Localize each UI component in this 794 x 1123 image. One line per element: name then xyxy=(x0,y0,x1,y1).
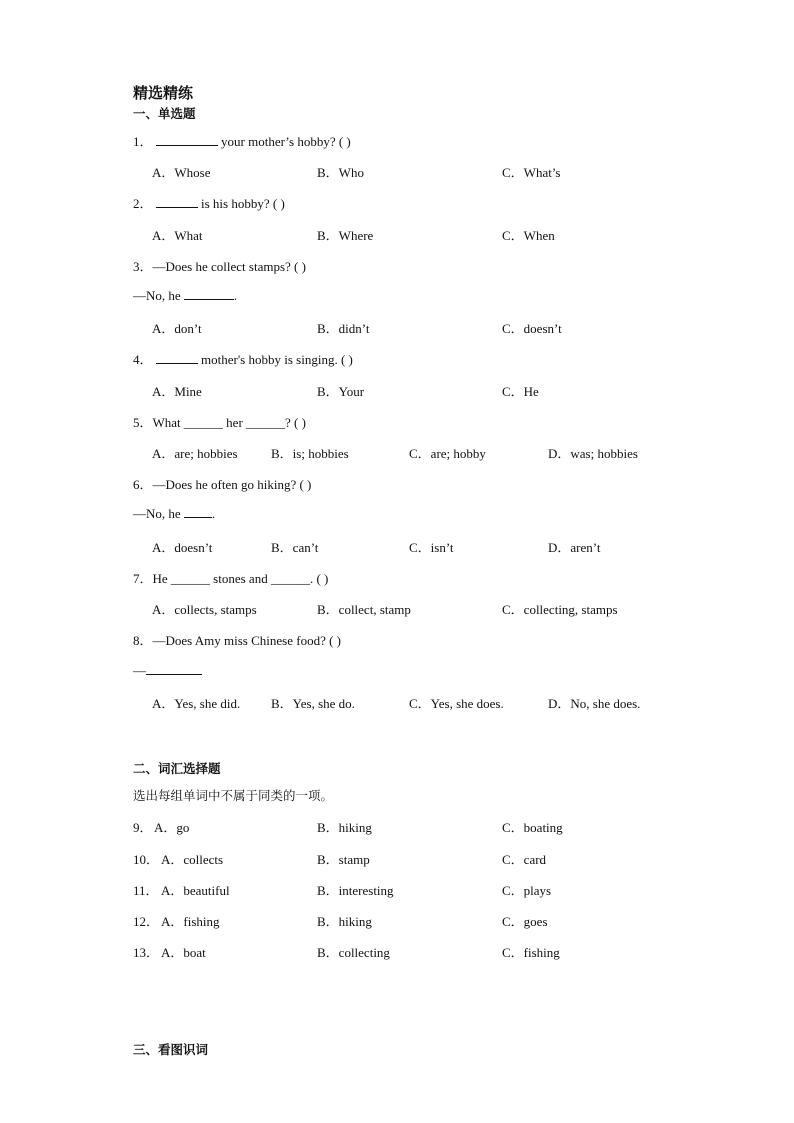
question-number: 3． xyxy=(133,259,153,274)
vocab-question-10 xyxy=(133,849,159,868)
option-c[interactable]: C．plays xyxy=(502,883,552,898)
option-c[interactable]: C．fishing xyxy=(502,945,560,960)
option-b[interactable]: B．Your xyxy=(317,384,365,399)
option-b[interactable]: B．hiking xyxy=(317,820,372,835)
section-instruction: 选出每组单词中不属于同类的一项。 xyxy=(133,788,334,803)
question-6 xyxy=(133,474,311,493)
option-c[interactable]: C．What’s xyxy=(502,165,561,180)
question-number: 2． xyxy=(133,196,153,211)
question-text: He ______ stones and ______. ( ) xyxy=(152,571,329,586)
reply-prefix: —No, he xyxy=(133,288,184,303)
answer-blank xyxy=(156,351,198,364)
answer-blank xyxy=(156,133,218,146)
question-number: 5． xyxy=(133,415,153,430)
option-b[interactable]: B．Yes, she do. xyxy=(271,696,355,711)
option-b[interactable]: B．collecting xyxy=(317,945,390,960)
option-a[interactable]: A．boat xyxy=(161,945,206,960)
question-number: 4． xyxy=(133,352,153,367)
reply-prefix: — xyxy=(133,663,146,678)
option-a[interactable]: A．doesn’t xyxy=(152,540,213,555)
option-d[interactable]: D．aren’t xyxy=(548,540,601,555)
option-c[interactable]: C．He xyxy=(502,384,539,399)
question-number: 12． xyxy=(133,914,160,929)
option-b[interactable]: B．collect, stamp xyxy=(317,602,411,617)
option-d[interactable]: D．No, she does. xyxy=(548,696,641,711)
vocab-question-12 xyxy=(133,911,159,930)
question-number: 6． xyxy=(133,477,153,492)
question-number: 7． xyxy=(133,571,153,586)
option-b[interactable]: B．interesting xyxy=(317,883,394,898)
section-heading-picture: 三、看图识词 xyxy=(133,1042,209,1057)
question-7 xyxy=(133,568,328,587)
option-c[interactable]: C．When xyxy=(502,228,555,243)
question-text: your mother’s hobby? ( ) xyxy=(217,134,351,149)
option-a[interactable]: A．collects, stamps xyxy=(152,602,257,617)
option-a[interactable]: A．What xyxy=(152,228,203,243)
question-1 xyxy=(133,131,351,150)
reply-prefix: —No, he xyxy=(133,506,184,521)
question-number: 1． xyxy=(133,134,153,149)
option-a[interactable]: A．beautiful xyxy=(161,883,230,898)
option-c[interactable]: C．goes xyxy=(502,914,548,929)
option-c[interactable]: C．boating xyxy=(502,820,563,835)
option-a[interactable]: A．Mine xyxy=(152,384,202,399)
page-title: 精选精练 xyxy=(133,84,194,102)
option-b[interactable]: B．Who xyxy=(317,165,364,180)
question-3-reply xyxy=(133,287,237,304)
question-6-reply xyxy=(133,505,215,522)
section-heading-single-choice: 一、单选题 xyxy=(133,106,196,121)
question-8 xyxy=(133,630,341,649)
question-number: 8． xyxy=(133,633,153,648)
reply-suffix: . xyxy=(233,288,238,303)
option-b[interactable]: B．is; hobbies xyxy=(271,446,349,461)
answer-blank xyxy=(146,662,202,675)
question-text: —Does Amy miss Chinese food? ( ) xyxy=(152,633,341,648)
option-b[interactable]: B．Where xyxy=(317,228,374,243)
question-4 xyxy=(133,349,353,368)
question-number: 10． xyxy=(133,852,160,867)
section-heading-vocab: 二、词汇选择题 xyxy=(133,761,221,776)
question-number: 13． xyxy=(133,945,160,960)
answer-blank xyxy=(184,287,234,300)
question-text: What ______ her ______? ( ) xyxy=(152,415,306,430)
reply-suffix: . xyxy=(211,506,216,521)
option-a[interactable]: A．Whose xyxy=(152,165,211,180)
answer-blank xyxy=(156,195,198,208)
answer-blank xyxy=(184,505,212,518)
option-a[interactable]: A．are; hobbies xyxy=(152,446,238,461)
option-a[interactable]: A．collects xyxy=(161,852,224,867)
option-d[interactable]: D．was; hobbies xyxy=(548,446,638,461)
vocab-question-9 xyxy=(133,817,153,836)
option-a[interactable]: A．go xyxy=(154,820,190,835)
question-text: —Does he often go hiking? ( ) xyxy=(152,477,312,492)
question-2 xyxy=(133,193,285,212)
question-text: —Does he collect stamps? ( ) xyxy=(152,259,306,274)
question-number: 11． xyxy=(133,883,159,898)
question-8-reply xyxy=(133,662,202,679)
option-b[interactable]: B．stamp xyxy=(317,852,370,867)
option-c[interactable]: C．isn’t xyxy=(409,540,454,555)
option-b[interactable]: B．can’t xyxy=(271,540,319,555)
question-3 xyxy=(133,256,306,275)
option-c[interactable]: C．card xyxy=(502,852,547,867)
option-a[interactable]: A．fishing xyxy=(161,914,220,929)
vocab-question-11 xyxy=(133,880,159,899)
question-text: is his hobby? ( ) xyxy=(197,196,285,211)
option-a[interactable]: A．Yes, she did. xyxy=(152,696,241,711)
question-number: 9． xyxy=(133,820,153,835)
vocab-question-13 xyxy=(133,942,159,961)
option-c[interactable]: C．doesn’t xyxy=(502,321,562,336)
option-b[interactable]: B．hiking xyxy=(317,914,372,929)
option-c[interactable]: C．collecting, stamps xyxy=(502,602,618,617)
option-c[interactable]: C．Yes, she does. xyxy=(409,696,504,711)
question-text: mother's hobby is singing. ( ) xyxy=(197,352,353,367)
option-a[interactable]: A．don’t xyxy=(152,321,202,336)
question-5 xyxy=(133,412,306,431)
option-b[interactable]: B．didn’t xyxy=(317,321,370,336)
option-c[interactable]: C．are; hobby xyxy=(409,446,486,461)
